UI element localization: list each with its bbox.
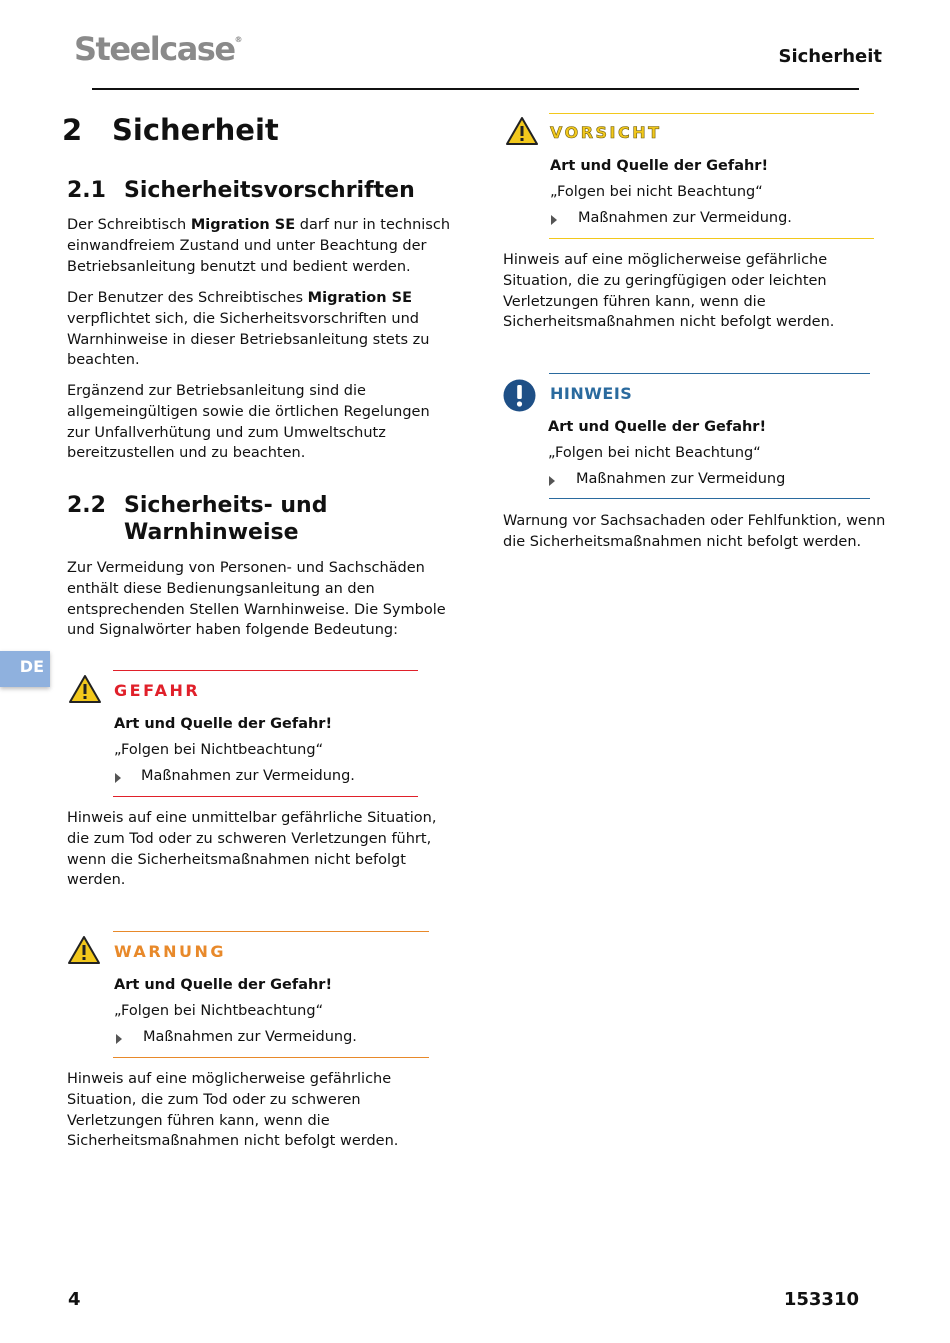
bullet-arrow-icon (116, 1034, 122, 1044)
exclamation-circle-icon (503, 379, 536, 412)
warnung-measure: Maßnahmen zur Vermeidung. (143, 1029, 357, 1045)
language-tab: DE (0, 651, 50, 687)
bullet-arrow-icon (549, 476, 555, 486)
section-number: 2.1 (67, 178, 106, 203)
warnung-description: Hinweis auf eine möglicherweise gefährliche Situation, die zum Tod oder zu schweren Verletzungen führen kann, wenn die Sicherheitsmaßnahmen nicht befolgt werden. (67, 1071, 399, 1150)
vorsicht-bottom-rule (549, 238, 874, 239)
steelcase-logo: Steelcase® (74, 30, 243, 68)
header-rule (92, 88, 859, 90)
hinweis-description: Warnung vor Sachsachaden oder Fehlfunktion, wenn die Sicherheitsmaßnahmen nicht befolgt werden. (503, 513, 886, 550)
header-title: Sicherheit (778, 46, 882, 67)
vorsicht-hazard: Art und Quelle der Gefahr! (550, 158, 769, 174)
gefahr-top-rule (113, 670, 418, 671)
chapter-heading (62, 113, 279, 147)
paragraph: Zur Vermeidung von Personen- und Sachschäden enthält diese Bedienungsanleitung an den entsprechenden Stellen Warnhinweise. Die Symbole und Signalwörter haben folgende Bedeutung: (67, 560, 446, 639)
section-2-2-heading (67, 492, 367, 546)
hinweis-signal-word: HINWEIS (550, 384, 633, 403)
vorsicht-consequence: „Folgen bei nicht Beachtung“ (550, 184, 763, 200)
warnung-top-rule (113, 931, 429, 932)
gefahr-signal-word: GEFAHR (114, 681, 201, 700)
warning-triangle-icon (505, 116, 539, 146)
paragraph: Ergänzend zur Betriebsanleitung sind die allgemeingültigen sowie die örtlichen Regelungen zur Unfallverhütung und zum Umweltschutz bereitzustellen und zu beachten. (67, 383, 430, 462)
vorsicht-top-rule (549, 113, 874, 114)
section-title: Sicherheitsvorschriften (124, 178, 415, 203)
hinweis-hazard: Art und Quelle der Gefahr! (548, 419, 767, 435)
warning-triangle-icon (68, 674, 102, 704)
hinweis-bottom-rule (549, 498, 870, 499)
vorsicht-description: Hinweis auf eine möglicherweise gefährliche Situation, die zu geringfügigen oder leichten Verletzungen führen kann, wenn die Sicherheitsmaßnahmen nicht befolgt werden. (503, 252, 835, 331)
paragraph: Der Benutzer des Schreibtisches Migration SE verpflichtet sich, die Sicherheitsvorschriften und Warnhinweise in dieser Betriebsanleitung stets zu beachten. (67, 290, 430, 369)
vorsicht-signal-word: VORSICHT (550, 123, 662, 142)
paragraph: Der Schreibtisch Migration SE darf nur in technisch einwandfreiem Zustand und unter Beachtung der Betriebsanleitung benutzt und bedient werden. (67, 217, 451, 275)
vorsicht-measure: Maßnahmen zur Vermeidung. (578, 210, 792, 226)
gefahr-hazard: Art und Quelle der Gefahr! (114, 716, 333, 732)
gefahr-description: Hinweis auf eine unmittelbar gefährliche Situation, die zum Tod oder zu schweren Verletzungen führt, wenn die Sicherheitsmaßnahmen nicht befolgt werden. (67, 810, 437, 889)
bullet-arrow-icon (551, 215, 557, 225)
section-number: 2.2 (67, 493, 106, 518)
hinweis-top-rule (549, 373, 870, 374)
hinweis-measure: Maßnahmen zur Vermeidung (576, 471, 786, 487)
chapter-number: 2 (62, 113, 83, 147)
warnung-hazard: Art und Quelle der Gefahr! (114, 977, 333, 993)
hinweis-consequence: „Folgen bei nicht Beachtung“ (548, 445, 761, 461)
bullet-arrow-icon (115, 773, 121, 783)
section-2-1-heading (67, 177, 467, 204)
page-number: 4 (68, 1289, 81, 1310)
gefahr-measure: Maßnahmen zur Vermeidung. (141, 768, 355, 784)
chapter-title: Sicherheit (112, 113, 279, 147)
document-number: 153310 (783, 1289, 859, 1310)
warnung-consequence: „Folgen bei Nichtbeachtung“ (114, 1003, 324, 1019)
gefahr-bottom-rule (113, 796, 418, 797)
gefahr-consequence: „Folgen bei Nichtbeachtung“ (114, 742, 324, 758)
section-title: Sicherheits- und Warnhinweise (124, 493, 328, 545)
warnung-bottom-rule (113, 1057, 429, 1058)
warning-triangle-icon (67, 935, 101, 965)
warnung-signal-word: WARNUNG (114, 942, 227, 961)
